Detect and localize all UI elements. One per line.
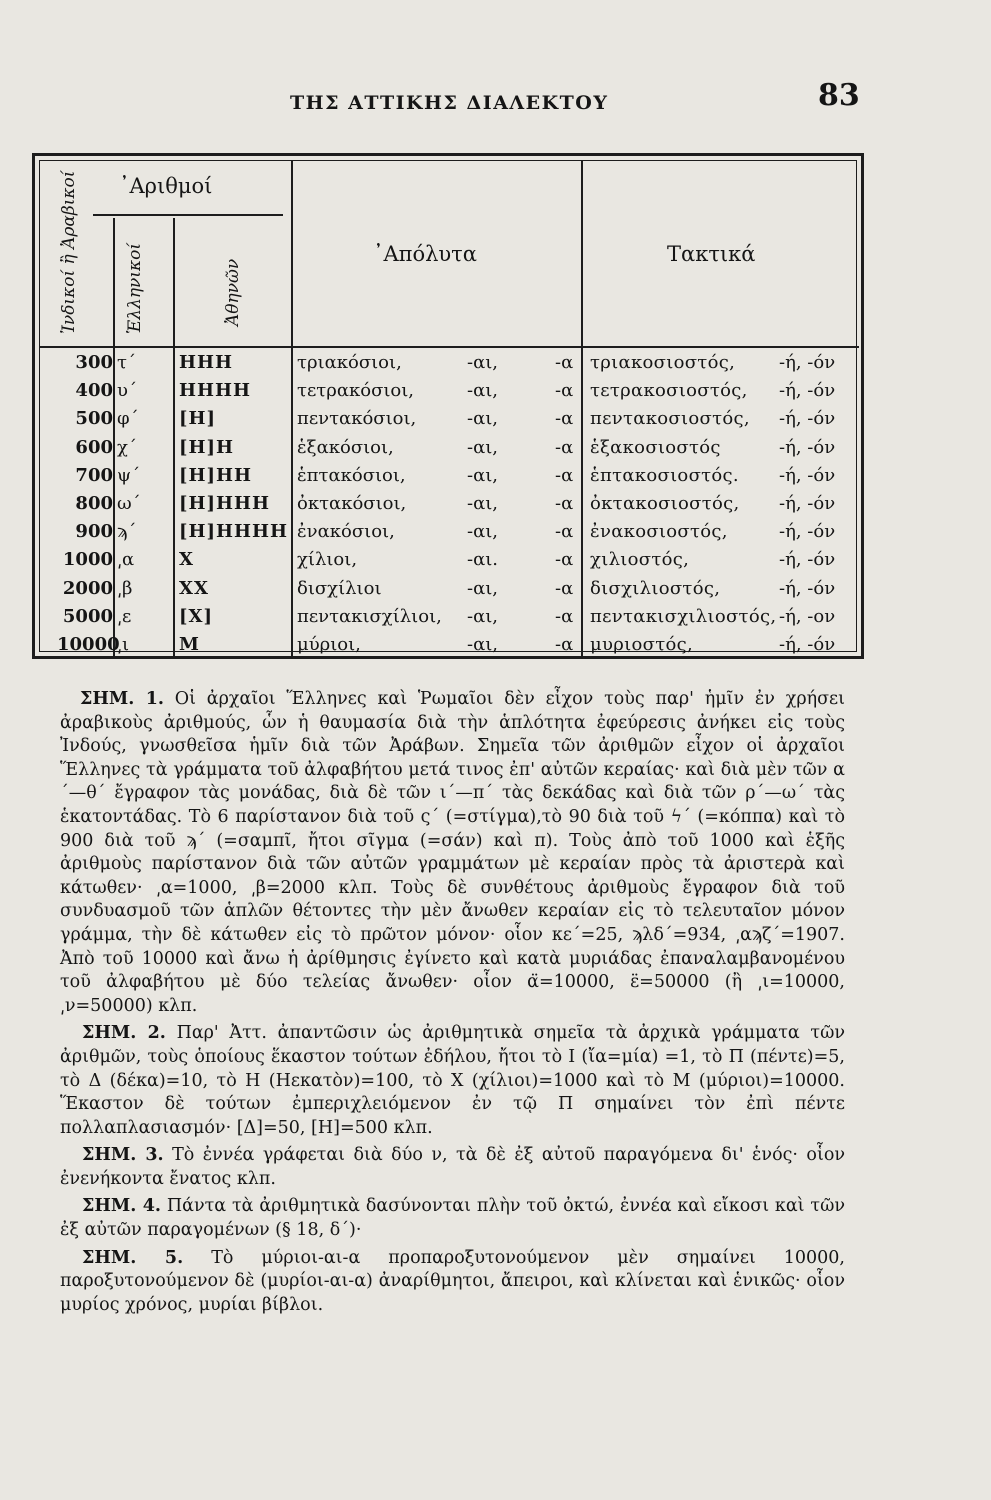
numeral-ionic: ͵β bbox=[117, 577, 133, 599]
absolute-neut: -α bbox=[555, 493, 574, 514]
numeral-ionic: ω´ bbox=[117, 493, 141, 514]
page-number: 83 bbox=[818, 78, 860, 113]
ordinal-endings: -ή, -όν bbox=[779, 521, 836, 543]
note-1-text: Οἱ ἀρχαῖοι Ἕλληνες καὶ Ῥωμαῖοι δὲν εἶχον τοὺς παρ' ἡμῖν ἐν χρήσει ἀραβικοὺς ἀριθμούς, ὧν ἡ θαυμασία διὰ τὴν ἁπλότητα ἐφεύρεσις ἀνήκει εἰς τοὺς Ἰνδούς, γνωσθεῖσα ἡμῖν διὰ τῶν Ἀράβων. Σημεῖα τῶν ἀριθμῶν εἶχον οἱ ἀρχαῖοι Ἕλληνες τὰ γράμματα τοῦ ἀλφαβήτου μετά τινος ἐπ' αὐτῶν κεραίας· καὶ διὰ μὲν τῶν α´—θ´ ἔγραφον τὰς μονάδας, διὰ δὲ τῶν ι´—π´ τὰς δεκάδας καὶ διὰ τῶν ρ´—ω´ τὰς ἑκατοντάδας. Τὸ 6 παρίστανον διὰ τοῦ ς´ (=στίγμα),τὸ 90 διὰ τοῦ ϟ´ (=κόππα) καὶ τὸ 900 διὰ τοῦ ϡ´ (=σαμπῖ, ἤτοι σῖγμα (=σάν) καὶ π). Τοὺς ἀπὸ τοῦ 1000 καὶ ἑξῆς ἀριθμοὺς παρίστανον διὰ τῶν αὐτῶν γραμμάτων μὲ κεραίαν πρὸς τὰ ἀριστερὰ καὶ κάτωθεν· ͵α=1000, ͵β=2000 κλπ. Τοὺς δὲ συνθέτους ἀριθμοὺς ἔγραφον διὰ τοῦ συνδυασμοῦ τῶν ἁπλῶν θέτοντες τὴν μὲν ἄνωθεν κεραίαν εἰς τὸ τελευταῖον μόνον γράμμα, τὴν δὲ κάτωθεν εἰς τὸ πρῶτον μόνον· οἷον κε´=25, ϡλδ´=934, ͵αϡζ´=1907. Ἀπὸ τοῦ 10000 καὶ ἄνω ἡ ἀρίθμησις ἐγίνετο καὶ κατὰ μυριάδας ἐπαναλαμβανομένου τοῦ ἀλφαβήτου μὲ δύο τελείας ἄνωθεν· οἷον α̈=10000, ε̈=50000 (ἢ ͵ι=10000, ͵ν=50000) κλπ. bbox=[60, 689, 845, 1016]
numeral-attic: ΧΧ bbox=[179, 577, 209, 599]
note-2-text: Παρ' Ἀττ. ἀπαντῶσιν ὡς ἀριθμητικὰ σημεῖα τὰ ἀρχικὰ γράμματα τῶν ἀριθμῶν, τοὺς ὁποίους ἕκαστον τούτων ἐδήλου, ἤτοι τὸ Ι (ἴα=μία) =1, τὸ Π (πέντε)=5, τὸ Δ (δέκα)=10, τὸ Η (Ηεκατὸν)=100, τὸ Χ (χίλιοι)=1000 καὶ τὸ Μ (μύριοι)=10000. Ἕκαστον δὲ τούτων ἐμπεριχλειόμενον ἐν τῷ Π σημαίνει τὸν ἐπὶ πέντε πολλαπλασιασμόν· [Δ]=50, [Η]=500 κλπ. bbox=[60, 1023, 845, 1138]
ordinal-endings: -ή, -όν bbox=[779, 408, 836, 430]
numeral-arabic: 300 bbox=[75, 352, 113, 373]
note-1 bbox=[60, 688, 845, 1018]
note-4 bbox=[60, 1195, 845, 1242]
note-5-text: Τὸ μύριοι-αι-α προπαροξυτονούμενον μὲν σημαίνει 10000, παροξυτονούμενον δὲ (μυρίοι-αι-α) ἀναρίθμητοι, ἄπειροι, καὶ κλίνεται καὶ ἑνικῶς· οἷον μυρίος χρόνος, μυρίαι βίβλοι. bbox=[60, 1247, 845, 1315]
table-row bbox=[35, 376, 867, 407]
absolute-masc: τετρακόσιοι, bbox=[297, 380, 415, 402]
absolute-fem: -αι, bbox=[467, 436, 499, 458]
ordinal-header: Τακτικά bbox=[667, 242, 756, 266]
table-row bbox=[35, 404, 867, 435]
table-row bbox=[35, 574, 867, 605]
numeral-arabic: 900 bbox=[75, 521, 113, 543]
absolute-fem: -αι, bbox=[467, 464, 499, 486]
absolute-neut: -α bbox=[555, 352, 574, 373]
note-5 bbox=[60, 1247, 845, 1318]
attic-header: Ἀθηνῶν bbox=[223, 258, 243, 326]
numeral-ionic: ͵ε bbox=[117, 605, 132, 627]
running-title: ΤΗΣ ΑΤΤΙΚΗΣ ΔΙΑΛΕΚΤΟΥ bbox=[290, 92, 609, 114]
numeral-attic: [Χ] bbox=[179, 605, 213, 627]
note-3-label: ΣΗΜ. 3. bbox=[82, 1145, 164, 1166]
absolute-neut: -α bbox=[555, 634, 574, 655]
absolute-masc: ἑξακόσιοι, bbox=[297, 436, 394, 458]
absolute-header: ᾿Απόλυτα bbox=[373, 242, 477, 266]
numeral-arabic: 600 bbox=[75, 436, 113, 458]
numeral-ionic: φ´ bbox=[117, 408, 139, 430]
absolute-fem: -αι, bbox=[467, 408, 499, 430]
absolute-masc: πεντακόσιοι, bbox=[297, 408, 417, 430]
ordinal: τριακοσιοστός, bbox=[590, 352, 736, 373]
numeral-arabic: 400 bbox=[75, 380, 113, 402]
numeral-ionic: υ´ bbox=[117, 380, 137, 402]
ordinal-endings: -ή, -όν bbox=[779, 577, 836, 599]
notes bbox=[60, 688, 845, 1321]
ordinal: ἐνακοσιοστός, bbox=[590, 521, 728, 543]
numeral-attic: ΗΗΗΗ bbox=[179, 380, 252, 402]
numeral-arabic: 800 bbox=[75, 493, 113, 514]
ordinal-endings: -ή, -όν bbox=[779, 464, 836, 486]
table-row bbox=[35, 545, 867, 576]
numeral-ionic: τ´ bbox=[117, 352, 136, 373]
ordinal: ὀκτακοσιοστός, bbox=[590, 493, 740, 514]
absolute-fem: -αι, bbox=[467, 634, 499, 655]
table-row bbox=[35, 489, 867, 520]
numeral-ionic: ͵α bbox=[117, 549, 135, 571]
note-2 bbox=[60, 1022, 845, 1140]
group-header: ᾿Αριθμοί bbox=[119, 174, 213, 198]
numeral-attic: [Η]Η bbox=[179, 436, 235, 458]
ordinal: χιλιοστός, bbox=[590, 549, 690, 571]
ordinal: τετρακοσιοστός, bbox=[590, 380, 748, 402]
numeral-ionic: χ´ bbox=[117, 436, 137, 458]
absolute-masc: ἑπτακόσιοι, bbox=[297, 464, 406, 486]
numeral-attic: Μ bbox=[179, 634, 200, 655]
ionic-header: Ἑλληνικοί bbox=[125, 242, 145, 334]
ordinal: ἑπτακοσιοστός. bbox=[590, 464, 739, 486]
ordinal: μυριοστός, bbox=[590, 634, 694, 655]
table-row bbox=[35, 517, 867, 548]
ordinal: ἑξακοσιοστός bbox=[590, 436, 721, 458]
absolute-masc: μύριοι, bbox=[297, 634, 361, 655]
absolute-fem: -αι, bbox=[467, 380, 499, 402]
note-2-label: ΣΗΜ. 2. bbox=[82, 1023, 166, 1044]
absolute-neut: -α bbox=[555, 605, 574, 627]
table-row bbox=[35, 348, 867, 379]
ordinal: πεντακοσιοστός, bbox=[590, 408, 750, 430]
ordinal: πεντακισχιλιοστός, bbox=[590, 605, 777, 627]
numeral-arabic: 700 bbox=[75, 464, 113, 486]
note-3-text: Τὸ ἐννέα γράφεται διὰ δύο ν, τὰ δὲ ἐξ αὐτοῦ παραγόμενα δι' ἑνός· οἷον ἐνενήκοντα ἔνατος κλπ. bbox=[60, 1145, 845, 1189]
absolute-neut: -α bbox=[555, 521, 574, 543]
ordinal-endings: -ή, -όν bbox=[779, 493, 836, 514]
note-3 bbox=[60, 1144, 845, 1191]
table-row bbox=[35, 433, 867, 464]
numeral-attic: [Η]ΗΗΗ bbox=[179, 493, 271, 514]
numeral-attic: [Η]ΗΗΗΗ bbox=[179, 521, 289, 543]
absolute-fem: -αι, bbox=[467, 493, 499, 514]
numeral-attic: [Η]ΗΗ bbox=[179, 464, 253, 486]
ordinal-endings: -ή, -όν bbox=[779, 380, 836, 402]
ordinal-endings: -ή, -όν bbox=[779, 634, 836, 655]
absolute-masc: δισχίλιοι bbox=[297, 577, 382, 599]
numerals-table bbox=[32, 153, 864, 659]
absolute-neut: -α bbox=[555, 436, 574, 458]
absolute-neut: -α bbox=[555, 380, 574, 402]
absolute-neut: -α bbox=[555, 577, 574, 599]
absolute-masc: χίλιοι, bbox=[297, 549, 358, 571]
numeral-arabic: 1000 bbox=[62, 549, 113, 571]
note-1-label: ΣΗΜ. 1. bbox=[80, 689, 164, 709]
absolute-masc: ὀκτακόσιοι, bbox=[297, 493, 407, 514]
ordinal-endings: -ή, -όν bbox=[779, 352, 836, 373]
group-header-rule bbox=[93, 214, 283, 216]
absolute-neut: -α bbox=[555, 408, 574, 430]
table-row bbox=[35, 602, 867, 633]
numeral-arabic: 5000 bbox=[62, 605, 113, 627]
numeral-attic: Χ bbox=[179, 549, 194, 571]
table-row bbox=[35, 630, 867, 661]
ordinal-endings: -ή, -όν bbox=[779, 436, 836, 458]
ordinal: δισχιλιοστός, bbox=[590, 577, 721, 599]
numeral-arabic: 500 bbox=[75, 408, 113, 430]
numeral-ionic: ψ´ bbox=[117, 464, 141, 486]
numeral-ionic: ϡ´ bbox=[117, 521, 137, 543]
numeral-arabic: 10000 bbox=[57, 634, 120, 655]
numeral-attic: ΗΗΗ bbox=[179, 352, 234, 373]
numeral-attic: [Η] bbox=[179, 408, 217, 430]
absolute-fem: -αι, bbox=[467, 521, 499, 543]
indian-arabic-header: Ἰνδικοί ἢ Ἀραβικοί bbox=[59, 170, 79, 334]
absolute-neut: -α bbox=[555, 464, 574, 486]
note-4-label: ΣΗΜ. 4. bbox=[82, 1196, 162, 1217]
absolute-fem: -αι. bbox=[467, 549, 499, 571]
ordinal-endings: -ή, -όν bbox=[779, 549, 836, 571]
page-header bbox=[0, 78, 991, 128]
absolute-neut: -α bbox=[555, 549, 574, 571]
absolute-masc: ἐνακόσιοι, bbox=[297, 521, 395, 543]
absolute-fem: -αι, bbox=[467, 352, 499, 373]
absolute-fem: -αι, bbox=[467, 577, 499, 599]
absolute-fem: -αι, bbox=[467, 605, 499, 627]
note-5-label: ΣΗΜ. 5. bbox=[82, 1247, 184, 1268]
table-row bbox=[35, 461, 867, 492]
numeral-ionic: ͵ι bbox=[117, 634, 130, 655]
note-4-text: Πάντα τὰ ἀριθμητικὰ δασύνονται πλὴν τοῦ ὀκτώ, ἐννέα καὶ εἴκοσι καὶ τῶν ἐξ αὐτῶν παραγομένων (§ 18, δ´)· bbox=[60, 1196, 845, 1241]
absolute-masc: πεντακισχίλιοι, bbox=[297, 605, 442, 627]
absolute-masc: τριακόσιοι, bbox=[297, 352, 402, 373]
ordinal-endings: -ή, -ον bbox=[779, 605, 836, 627]
numeral-arabic: 2000 bbox=[62, 577, 113, 599]
